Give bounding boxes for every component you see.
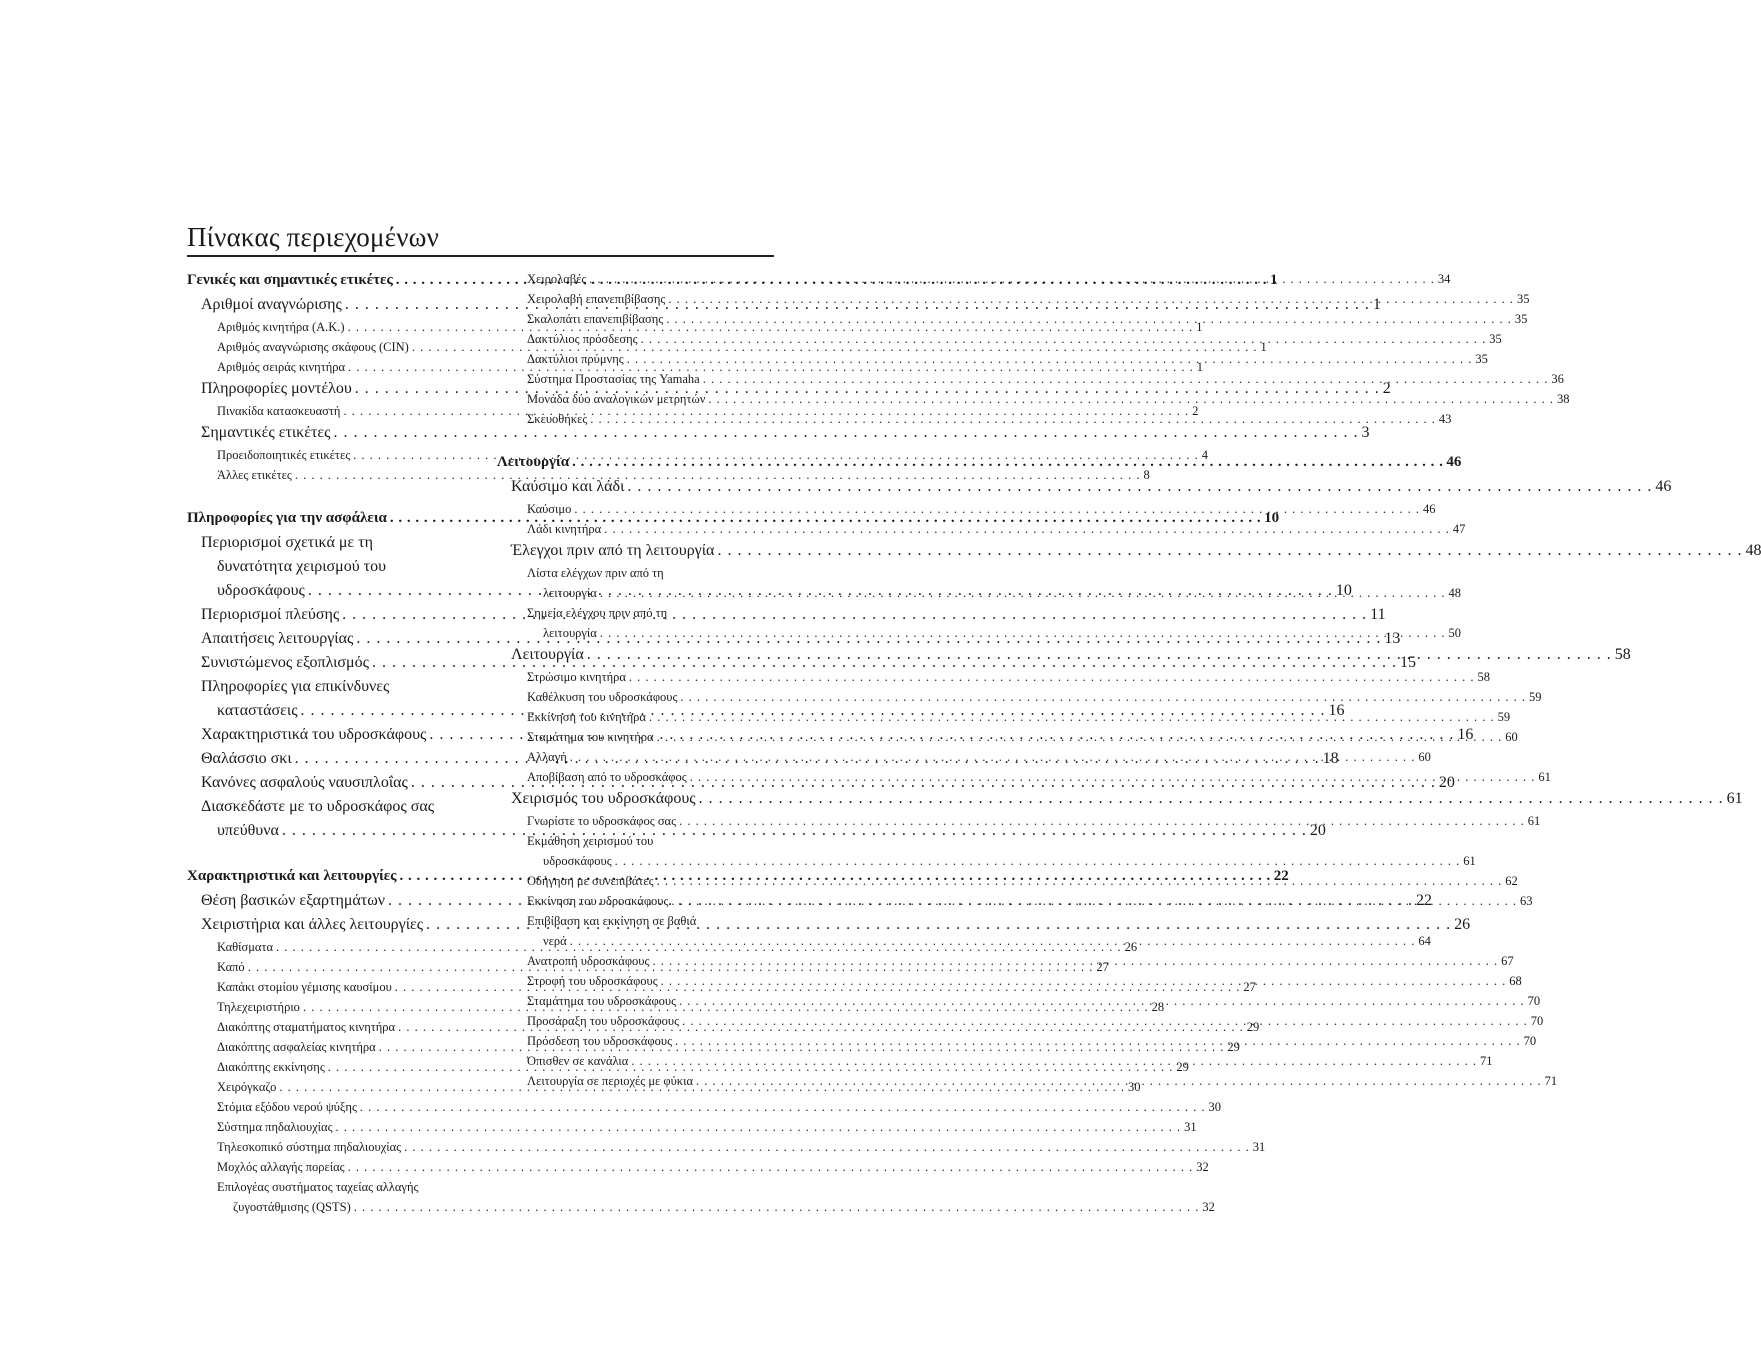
- toc-page-number: 67: [1501, 954, 1514, 968]
- toc-entry-title: Εκκίνηση του κινητήρα: [527, 710, 646, 724]
- dot-leader: [404, 1140, 1250, 1155]
- toc-page-number: 1: [1260, 340, 1267, 354]
- toc-entry-title: Προσάραξη του υδροσκάφους: [527, 1014, 680, 1028]
- toc-entry-title-continued: υπεύθυνα: [217, 822, 279, 839]
- toc-entry-title: Σύστημα Προστασίας της Yamaha: [527, 372, 700, 386]
- toc-page-number: 60: [1505, 730, 1518, 744]
- dot-leader: [342, 606, 1367, 624]
- toc-page-number: 1: [1196, 320, 1203, 334]
- dot-leader: [690, 770, 1536, 785]
- toc-entry-title-continued: ζυγοστάθμισης (QSTS): [233, 1200, 351, 1214]
- dot-leader: [590, 412, 1436, 427]
- toc-entry-title: Περιορισμοί πλεύσης: [201, 606, 340, 623]
- toc-page-number: 46: [1655, 478, 1672, 495]
- toc-page-number: 71: [1479, 1054, 1493, 1068]
- dot-leader: [570, 934, 1416, 949]
- toc-page-number: 31: [1252, 1140, 1266, 1154]
- toc-page-number: 31: [1184, 1120, 1197, 1134]
- toc-entry-title: Επιβίβαση και εκκίνηση σε βαθιά: [527, 914, 697, 928]
- toc-page-number: 59: [1529, 690, 1542, 704]
- toc-page-number: 1: [1196, 360, 1203, 374]
- toc-entry-title: Απαιτήσεις λειτουργίας: [201, 630, 354, 647]
- dot-leader: [675, 1034, 1521, 1049]
- toc-entry-level-2[interactable]: [187, 424, 1370, 448]
- toc-entry-title: Άλλες ετικέτες: [217, 468, 292, 482]
- dot-leader: [661, 974, 1507, 989]
- toc-page-number: 46: [1422, 502, 1436, 516]
- toc-page-number: 62: [1505, 874, 1518, 888]
- dot-leader: [604, 522, 1450, 537]
- toc-page-number: 29: [1246, 1020, 1260, 1034]
- toc-page-number: 18: [1322, 750, 1339, 767]
- toc-page-number: 70: [1523, 1034, 1537, 1048]
- toc-page-number: 35: [1475, 352, 1488, 366]
- toc-entry-title: Στροφή του υδροσκάφους: [527, 974, 658, 988]
- toc-entry-level-3[interactable]: [187, 1100, 1222, 1120]
- toc-page-number: 28: [1151, 1000, 1165, 1014]
- toc-entry-title: Τηλεχειριστήριο: [217, 1000, 300, 1014]
- toc-entry-title: Προειδοποιητικές ετικέτες: [217, 448, 351, 462]
- toc-entry-title: Καπό: [217, 960, 245, 974]
- toc-page-number: 35: [1514, 312, 1528, 326]
- toc-entry-title: Κανόνες ασφαλούς ναυσιπλοΐας: [201, 774, 408, 791]
- toc-entry-title: Σκαλοπάτι επανεπιβίβασης: [527, 312, 664, 326]
- toc-page-number: 70: [1530, 1014, 1544, 1028]
- toc-entry-title: Μονάδα δύο αναλογικών μετρητών: [527, 392, 706, 406]
- toc-entry-level-2[interactable]: [187, 630, 1401, 654]
- toc-page-number: 32: [1202, 1200, 1215, 1214]
- dot-leader: [641, 332, 1487, 347]
- toc-entry-title: Αριθμοί αναγνώρισης: [201, 296, 342, 313]
- dot-leader: [574, 502, 1420, 517]
- page-title: Πίνακας περιεχομένων: [187, 222, 440, 252]
- toc-page-number: 48: [1745, 542, 1761, 559]
- toc-entry-title-continued: νερά: [543, 934, 567, 948]
- toc-entry-title: Στόμια εξόδου νερού ψύξης: [217, 1100, 357, 1114]
- toc-entry-title: Εκμάθηση χειρισμού του: [527, 834, 654, 848]
- toc-entry-title: Πληροφορίες για επικίνδυνες: [201, 678, 390, 695]
- toc-page-number: 1: [1372, 296, 1381, 313]
- toc-entry-title-continued: δυνατότητα χειρισμού του: [217, 558, 387, 575]
- toc-entry-title: Καύσιμο και λάδι: [511, 478, 625, 495]
- toc-page-number: 38: [1557, 392, 1570, 406]
- dot-leader: [666, 312, 1512, 327]
- section-gap: [497, 432, 774, 454]
- toc-entry-title: Επιλογέας συστήματος ταχείας αλλαγής: [217, 1180, 419, 1194]
- toc-entry-title: Γενικές και σημαντικές ετικέτες: [187, 272, 393, 288]
- toc-entry-title: Χαρακτηριστικά του υδροσκάφους: [201, 726, 427, 743]
- toc-page-number: 60: [1418, 750, 1431, 764]
- toc-page-number: 10: [1264, 510, 1280, 526]
- toc-entry-title: Διακόπτης εκκίνησης: [217, 1060, 325, 1074]
- dot-leader: [679, 814, 1525, 829]
- toc-page-number: 3: [1361, 424, 1370, 441]
- dot-leader: [696, 1074, 1542, 1089]
- dot-leader: [600, 586, 1446, 601]
- toc-entry-level-2[interactable]: [497, 478, 1672, 502]
- dot-leader: [668, 292, 1514, 307]
- toc-entry-title: Καθίσματα: [217, 940, 274, 954]
- toc-page-number: 2: [1382, 380, 1391, 397]
- toc-entry-title: Στρώσιμο κινητήρα: [527, 670, 626, 684]
- toc-page-number: 11: [1370, 606, 1386, 623]
- toc-entry-title-continued: λειτουργία: [543, 626, 597, 640]
- toc-entry-title: Πινακίδα κατασκευαστή: [217, 404, 341, 418]
- toc-entry-level-3[interactable]: [497, 272, 1451, 292]
- dot-leader: [708, 392, 1554, 407]
- dot-leader: [629, 670, 1475, 685]
- toc-page-number: 47: [1452, 522, 1466, 536]
- toc-entry-title: Καύσιμο: [527, 502, 572, 516]
- dot-leader: [587, 646, 1612, 664]
- toc-entry-level-3[interactable]: [187, 1160, 1209, 1180]
- toc-entry-level-3[interactable]: [497, 412, 1452, 432]
- toc-entry-level-3[interactable]: [497, 312, 1528, 332]
- toc-entry-title: Πληροφορίες για την ασφάλεια: [187, 510, 387, 526]
- toc-entry-title: Περιορισμοί σχετικά με τη: [201, 534, 373, 551]
- toc-entry-title: Δακτύλιοι πρύμνης: [527, 352, 624, 366]
- toc-page-number: 61: [1538, 770, 1551, 784]
- toc-entry-level-3[interactable]: [497, 352, 1488, 372]
- dot-leader: [570, 750, 1416, 765]
- toc-entry-level-1[interactable]: [497, 454, 1462, 478]
- toc-entry-title: Διακόπτης ασφαλείας κινητήρα: [217, 1040, 376, 1054]
- toc-page-number: 71: [1544, 1074, 1558, 1088]
- toc-entry-title: Αλλαγή: [527, 750, 567, 764]
- toc-entry-level-3[interactable]: [187, 1180, 1215, 1220]
- toc-entry-title-continued: υδροσκάφους: [217, 582, 305, 599]
- toc-entry-title: Χειρολαβές: [527, 272, 587, 286]
- toc-page-number: 27: [1096, 960, 1109, 974]
- toc-entry-title: Γνωρίστε το υδροσκάφος σας: [527, 814, 677, 828]
- toc-page-number: 13: [1384, 630, 1401, 647]
- dot-leader: [600, 626, 1446, 641]
- dot-leader: [699, 790, 1724, 808]
- toc-entry-level-3[interactable]: [497, 372, 1564, 392]
- dot-leader: [657, 874, 1503, 889]
- toc-page-number: 22: [1273, 868, 1289, 884]
- toc-entry-title-continued: καταστάσεις: [217, 702, 298, 719]
- toc-entry-title: Χειρισμός του υδροσκάφους: [511, 790, 696, 807]
- toc-entry-title: Θαλάσσιο σκι: [201, 750, 292, 767]
- toc-page-number: 20: [1438, 774, 1455, 791]
- toc-entry-level-3[interactable]: [497, 834, 1476, 874]
- toc-page-number: 63: [1520, 894, 1533, 908]
- toc-entry-title: Λειτουργία: [511, 646, 584, 663]
- dot-leader: [631, 1054, 1477, 1069]
- toc-entry-level-3[interactable]: [187, 1120, 1197, 1140]
- toc-entry-title: Σταμάτημα του υδροσκάφους: [527, 994, 677, 1008]
- toc-entry-title: Χειρόγκαζο: [217, 1080, 277, 1094]
- toc-page-number: 16: [1457, 726, 1474, 743]
- dot-leader: [348, 1160, 1194, 1175]
- toc-page-number: 10: [1335, 582, 1352, 599]
- toc-entry-level-3[interactable]: [187, 1140, 1266, 1160]
- toc-page-number: 30: [1127, 1080, 1141, 1094]
- toc-entry-title: Χαρακτηριστικά και λειτουργίες: [187, 868, 397, 884]
- toc-page-number: 61: [1527, 814, 1541, 828]
- dot-leader: [615, 854, 1461, 869]
- dot-leader: [627, 352, 1473, 367]
- toc-entry-title: Εκκίνηση του υδροσκάφους: [527, 894, 669, 908]
- toc-page-number: 29: [1176, 1060, 1189, 1074]
- dot-leader: [682, 1014, 1528, 1029]
- toc-page-number: 1: [1270, 272, 1278, 288]
- toc-entry-level-3[interactable]: [497, 670, 1491, 690]
- toc-entry-title: Πρόσδεση του υδροσκάφους: [527, 1034, 673, 1048]
- toc-page-number: 35: [1489, 332, 1502, 346]
- toc-entry-level-3[interactable]: [497, 690, 1542, 710]
- toc-page-number: 68: [1509, 974, 1522, 988]
- dot-leader: [679, 994, 1525, 1009]
- toc-entry-title: Χειρολαβή επανεπιβίβασης: [527, 292, 666, 306]
- toc-entry-level-3[interactable]: [497, 292, 1530, 312]
- dot-leader: [703, 372, 1549, 387]
- dot-leader: [671, 894, 1517, 909]
- dot-leader: [717, 542, 1742, 560]
- toc-entry-title: Αριθμός σειράς κινητήρα: [217, 360, 346, 374]
- toc-entry-title-continued: υδροσκάφους: [543, 854, 612, 868]
- toc-entry-title: Όπισθεν σε κανάλια: [527, 1054, 629, 1068]
- toc-page-number: 58: [1614, 646, 1631, 663]
- toc-entry-title: Δακτύλιος πρόσδεσης: [527, 332, 638, 346]
- dot-leader: [336, 1120, 1182, 1135]
- toc-entry-title: Σκευοθήκες: [527, 412, 588, 426]
- toc-entry-title: Πληροφορίες μοντέλου: [201, 380, 352, 397]
- toc-page-number: 22: [1415, 892, 1432, 909]
- toc-entry-title: Σταμάτημα του κινητήρα: [527, 730, 654, 744]
- toc-entry-title: Καπάκι στομίου γέμισης καυσίμου: [217, 980, 392, 994]
- toc-page-number: 4: [1201, 448, 1209, 462]
- toc-entry-title: Καθέλκυση του υδροσκάφους: [527, 690, 678, 704]
- toc-page-number: 8: [1143, 468, 1150, 482]
- section-gap: [187, 846, 474, 868]
- toc-entry-title: Λίστα ελέγχων πριν από τη: [527, 566, 664, 580]
- toc-page-number: 35: [1516, 292, 1530, 306]
- toc-page-number: 43: [1438, 412, 1452, 426]
- toc-page-number: 36: [1551, 372, 1564, 386]
- toc-page-number: 26: [1124, 940, 1138, 954]
- toc-entry-title: Οδήγηση με συνεπιβάτες: [527, 874, 654, 888]
- toc-page-number: 48: [1448, 586, 1461, 600]
- toc-entry-title: Λάδι κινητήρα: [527, 522, 602, 536]
- toc-page-number: 50: [1448, 626, 1461, 640]
- toc-page-number: 61: [1726, 790, 1743, 807]
- toc-entry-level-3[interactable]: [497, 392, 1570, 412]
- toc-page-number: 30: [1208, 1100, 1222, 1114]
- dot-leader: [627, 478, 1652, 496]
- toc-entry-level-3[interactable]: [497, 522, 1466, 542]
- dot-leader: [657, 730, 1503, 745]
- toc-entry-title: Σύστημα πηδαλιουχίας: [217, 1120, 333, 1134]
- dot-leader: [589, 272, 1435, 287]
- toc-entry-title: Αριθμός αναγνώρισης σκάφους (CIN): [217, 340, 409, 354]
- toc-entry-title: Σημαντικές ετικέτες: [201, 424, 331, 441]
- dot-leader: [360, 1100, 1206, 1115]
- toc-entry-title: Τηλεσκοπικό σύστημα πηδαλιουχίας: [217, 1140, 402, 1154]
- toc-page-number: 61: [1463, 854, 1476, 868]
- toc-entry-title: Θέση βασικών εξαρτημάτων: [201, 892, 385, 909]
- section-gap: [187, 488, 474, 510]
- toc-page-number: 26: [1454, 916, 1471, 933]
- toc-page-number: 34: [1437, 272, 1451, 286]
- toc-page-number: 29: [1227, 1040, 1240, 1054]
- toc-page-number: 15: [1399, 654, 1416, 671]
- toc-entry-title: Συνιστώμενος εξοπλισμός: [201, 654, 369, 671]
- toc-entry-level-2[interactable]: [497, 542, 1761, 566]
- toc-page-number: 59: [1497, 710, 1511, 724]
- toc-page-number: 16: [1328, 702, 1345, 719]
- toc-page-number: 58: [1477, 670, 1491, 684]
- dot-leader: [649, 710, 1495, 725]
- toc-page-number: 20: [1309, 822, 1326, 839]
- toc-page-number: 64: [1418, 934, 1431, 948]
- toc-entry-title: Λειτουργία: [497, 454, 570, 470]
- toc-entry-title: Ανατροπή υδροσκάφους: [527, 954, 650, 968]
- toc-page-number: 2: [1192, 404, 1199, 418]
- toc-entry-title-continued: λειτουργία: [543, 586, 597, 600]
- toc-page-number: 46: [1446, 454, 1462, 470]
- toc-entry-title: Χειριστήρια και άλλες λειτουργίες: [201, 916, 424, 933]
- toc-page-number: 32: [1196, 1160, 1209, 1174]
- dot-leader: [354, 1200, 1200, 1215]
- toc-entry-title: Λειτουργία σε περιοχές με φύκια: [527, 1074, 694, 1088]
- toc-page-number: 27: [1243, 980, 1256, 994]
- dot-leader: [572, 454, 1443, 471]
- dot-leader: [680, 690, 1526, 705]
- toc-page-number: 70: [1527, 994, 1541, 1008]
- title-rule: [187, 255, 774, 257]
- toc-entry-title: Διακόπτης σταματήματος κινητήρα: [217, 1020, 396, 1034]
- toc-entry-title: Διασκεδάστε με το υδροσκάφος σας: [201, 798, 435, 815]
- toc-entry-title: Σημεία ελέγχου πριν από τη: [527, 606, 668, 620]
- toc-entry-title: Έλεγχοι πριν από τη λειτουργία: [511, 542, 715, 559]
- toc-entry-title: Αποβίβαση από το υδροσκάφος: [527, 770, 687, 784]
- toc-entry-title: Μοχλός αλλαγής πορείας: [217, 1160, 345, 1174]
- toc-entry-level-2[interactable]: [497, 790, 1743, 814]
- toc-entry-level-3[interactable]: [497, 332, 1502, 352]
- dot-leader: [652, 954, 1498, 969]
- toc-entry-title: Αριθμός κινητήρα (A.K.): [217, 320, 345, 334]
